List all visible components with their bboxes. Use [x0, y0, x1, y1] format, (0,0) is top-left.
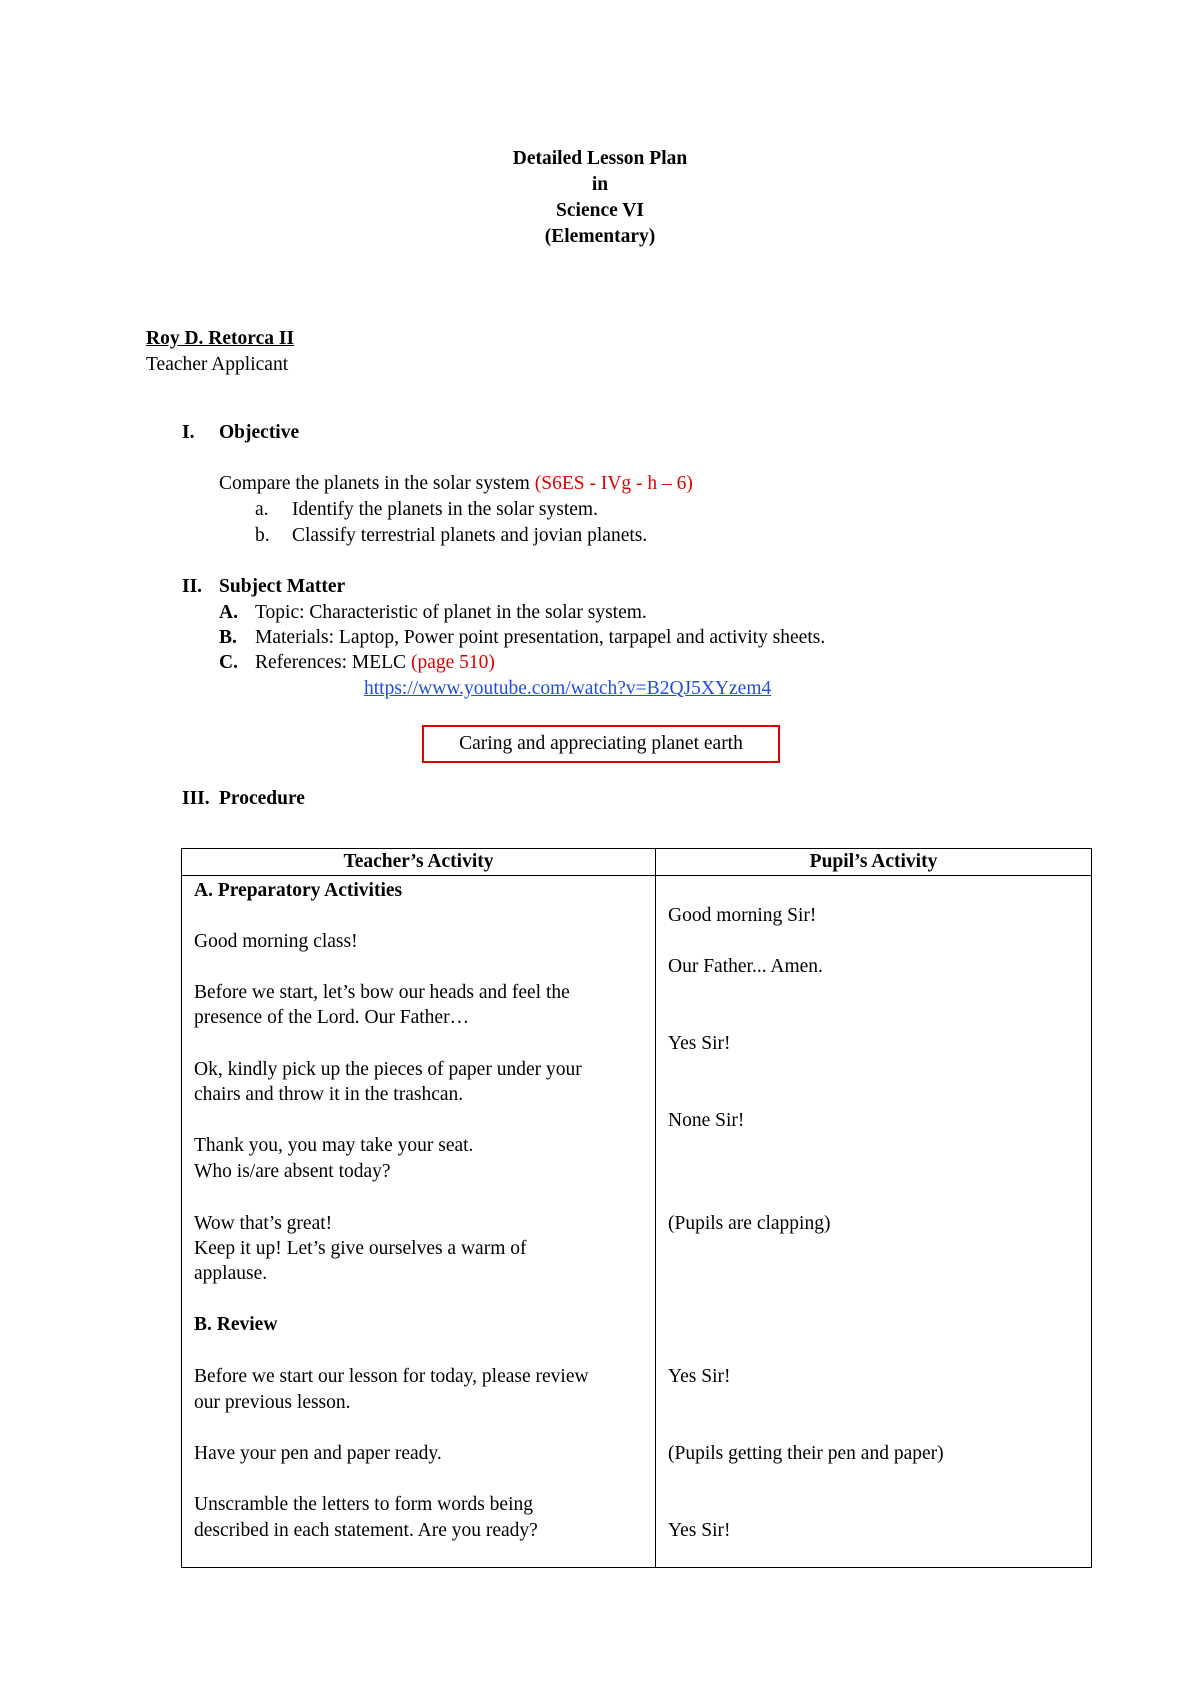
competency-code: (S6ES - IVg - h – 6): [534, 473, 693, 494]
youtube-link[interactable]: https://www.youtube.com/watch?v=B2QJ5XYzem4: [364, 678, 772, 699]
list-marker: C.: [219, 652, 238, 673]
references-page: (page 510): [410, 652, 495, 673]
title-line: Detailed Lesson Plan: [512, 148, 688, 169]
teacher-line: our previous lesson.: [194, 1392, 351, 1413]
section-numeral: II.: [182, 576, 203, 597]
pupil-line: None Sir!: [668, 1110, 745, 1131]
list-item: Materials: Laptop, Power point presentation, tarpapel and activity sheets.: [255, 627, 826, 648]
teacher-line: Ok, kindly pick up the pieces of paper under your: [194, 1059, 582, 1080]
objective-statement: [219, 471, 693, 497]
procedure-table: [181, 848, 1092, 1568]
author-role: Teacher Applicant: [146, 354, 289, 375]
value-box: Caring and appreciating planet earth: [422, 725, 780, 763]
list-item: [255, 650, 495, 676]
references-text: References: MELC: [255, 652, 411, 673]
activity-section-heading: B. Review: [194, 1314, 278, 1335]
teacher-line: described in each statement. Are you ready?: [194, 1520, 538, 1541]
teacher-line: presence of the Lord. Our Father…: [194, 1007, 470, 1028]
teacher-line: Before we start, let’s bow our heads and feel the: [194, 982, 570, 1003]
teacher-activity-cell: [182, 876, 656, 1568]
teacher-line: Who is/are absent today?: [194, 1161, 391, 1182]
pupil-line: (Pupils are clapping): [668, 1213, 831, 1234]
column-header-pupil: Pupil’s Activity: [656, 849, 1092, 876]
objective-text: Compare the planets in the solar system: [219, 473, 535, 494]
author-name: Roy D. Retorca II: [146, 328, 295, 349]
teacher-line: Thank you, you may take your seat.: [194, 1135, 474, 1156]
section-numeral: I.: [182, 422, 195, 443]
title-line: Science VI: [556, 200, 644, 221]
list-item: Classify terrestrial planets and jovian planets.: [292, 525, 648, 546]
section-heading-subject-matter: Subject Matter: [219, 576, 346, 597]
title-line: (Elementary): [544, 226, 656, 247]
teacher-line: Have your pen and paper ready.: [194, 1443, 442, 1464]
teacher-line: Good morning class!: [194, 931, 358, 952]
pupil-line: Yes Sir!: [668, 1033, 731, 1054]
list-item: Topic: Characteristic of planet in the solar system.: [255, 602, 647, 623]
title-line: in: [591, 174, 609, 195]
column-header-teacher: Teacher’s Activity: [182, 849, 656, 876]
section-numeral: III.: [182, 788, 210, 809]
list-marker: B.: [219, 627, 237, 648]
activity-section-heading: A. Preparatory Activities: [194, 880, 403, 901]
teacher-line: Unscramble the letters to form words being: [194, 1494, 533, 1515]
pupil-line: Yes Sir!: [668, 1520, 731, 1541]
teacher-line: applause.: [194, 1263, 268, 1284]
list-marker: b.: [255, 525, 270, 546]
teacher-line: Before we start our lesson for today, please review: [194, 1366, 589, 1387]
pupil-activity-cell: [656, 876, 1092, 1568]
section-heading-procedure: Procedure: [219, 788, 305, 809]
section-heading-objective: Objective: [219, 422, 300, 443]
table-row: [182, 876, 1092, 1568]
list-marker: a.: [255, 499, 269, 520]
pupil-line: Good morning Sir!: [668, 905, 817, 926]
table-header-row: [182, 849, 1092, 876]
pupil-line: Our Father... Amen.: [668, 956, 823, 977]
pupil-line: (Pupils getting their pen and paper): [668, 1443, 944, 1464]
pupil-line: Yes Sir!: [668, 1366, 731, 1387]
teacher-line: Keep it up! Let’s give ourselves a warm of: [194, 1238, 527, 1259]
teacher-line: chairs and throw it in the trashcan.: [194, 1084, 464, 1105]
list-marker: A.: [219, 602, 238, 623]
teacher-line: Wow that’s great!: [194, 1213, 333, 1234]
list-item: Identify the planets in the solar system.: [292, 499, 598, 520]
